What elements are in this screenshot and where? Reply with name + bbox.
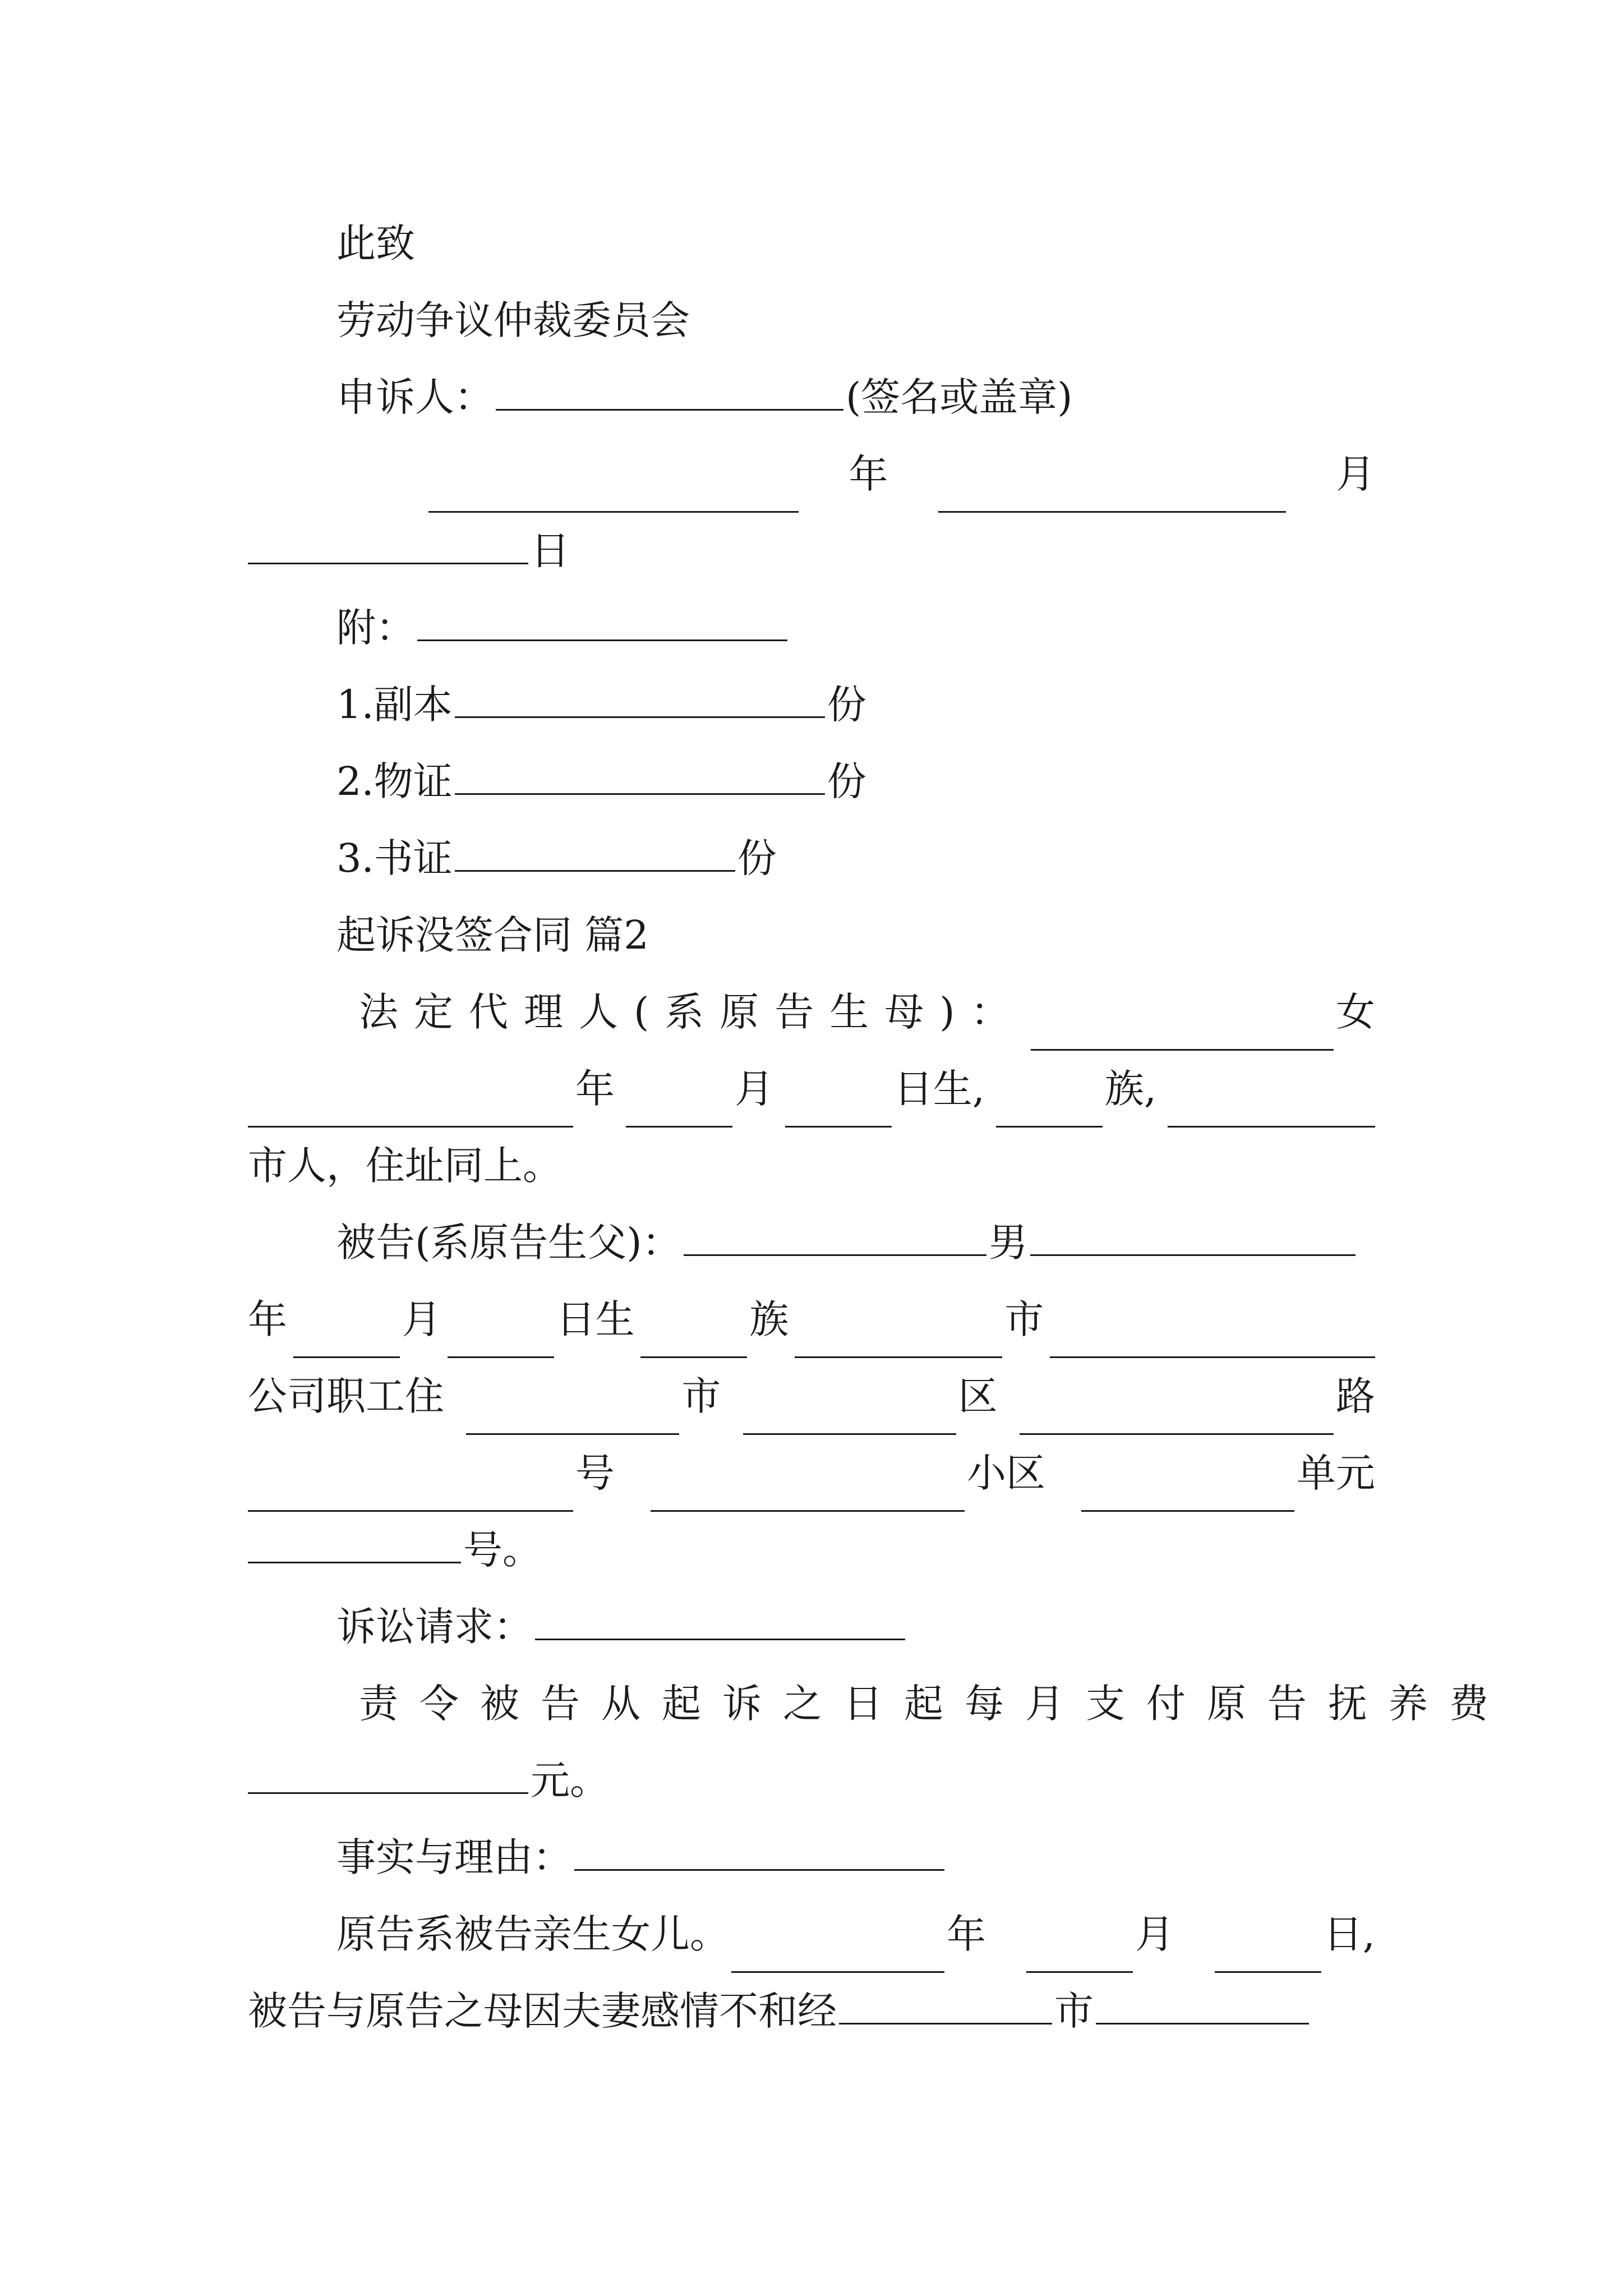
agent-label: 法定代理人(系原告生母)： [359,989,1026,1035]
claim-amount-line [248,1742,1375,1819]
date-day-blank [248,522,528,564]
def-road-blank [1020,1393,1334,1435]
defendant-line [336,1204,1375,1281]
claim-amount-blank [248,1752,528,1794]
attachment-item-label: 3.书证 [336,835,453,881]
signer-suffix: (签名或盖章) [846,374,1073,420]
signer-label: 申诉人： [336,374,494,420]
attachment-item-label: 1.副本 [336,682,453,728]
attachment-item-label: 2.物证 [336,758,453,804]
def-room: 号。 [463,1527,542,1573]
facts-line-2 [248,1973,1375,2050]
def-community-blank [651,1470,965,1512]
attachment-item [336,666,1375,743]
def-year: 年 [248,1296,287,1342]
agent-birth-line [248,1051,1375,1128]
agent-year-blank [248,1085,573,1128]
agent-day: 日生, [893,1066,985,1112]
defendant-gender: 男 [988,1220,1028,1266]
defendant-room-line [248,1512,1375,1589]
attachments-line [336,590,1375,666]
recipient: 劳动争议仲裁委员会 [336,297,690,343]
agent-city: 市人，住址同上。 [248,1143,562,1189]
defendant-address-line [248,1358,1375,1435]
def-district-blank [743,1393,956,1435]
defendant-address-line-2 [248,1435,1375,1512]
facts-line-1 [336,1896,1375,1973]
date-month-blank [938,471,1286,513]
facts-court-blank [1096,1982,1309,2024]
def-day: 日生 [556,1296,635,1342]
signer-blank [496,369,843,411]
def-city2: 市 [681,1373,721,1419]
facts-year-blank [731,1931,944,1973]
claim-text-line [359,1665,1510,1742]
attachment-item-blank [455,676,825,718]
claims-line [336,1589,1375,1665]
date-day: 日 [531,528,570,574]
defendant-birth-line [248,1281,1375,1358]
facts-city: 市 [1054,1988,1094,2034]
facts-year: 年 [947,1911,986,1957]
facts-blank [574,1829,944,1871]
attachment-item-blank [455,830,735,872]
attachments-blank [417,599,787,641]
date-year: 年 [849,451,888,497]
attachment-item [336,820,1375,897]
agent-line [359,974,1375,1051]
facts-day: 日, [1323,1911,1375,1957]
signer-line [336,359,1375,436]
section-heading-line [336,897,1375,974]
def-company: 公司职工住 [248,1373,444,1419]
claims-blank [535,1598,905,1640]
attachment-item-blank [455,753,825,795]
date-month: 月 [1335,451,1375,497]
section-heading: 起诉没签合同 篇2 [336,912,649,958]
defendant-label: 被告(系原告生父)： [336,1220,681,1266]
facts-text-2: 被告与原告之母因夫妻感情不和经 [248,1988,837,2034]
facts-label: 事实与理由： [336,1834,572,1880]
agent-gender: 女 [1336,989,1375,1035]
agent-ethnic-blank [996,1085,1103,1128]
claims-label: 诉讼请求： [336,1604,533,1650]
def-month: 月 [402,1296,441,1342]
claim-text: 责令被告从起诉之日起每月支付原告抚养费 [359,1681,1510,1727]
agent-ethnic: 族, [1104,1066,1157,1112]
attachment-item-unit: 份 [827,682,866,728]
date-day-line [248,513,1375,590]
agent-year: 年 [575,1066,615,1112]
salutation: 此致 [336,220,415,266]
def-city2-blank [466,1393,679,1435]
attachment-item-unit: 份 [827,758,866,804]
agent-city-blank [1168,1085,1375,1128]
def-company-blank [1050,1316,1375,1358]
def-district: 区 [958,1373,998,1419]
def-ethnic: 族 [749,1296,789,1342]
def-day-blank [448,1316,554,1358]
facts-month-blank [1026,1931,1133,1973]
def-number-blank [248,1470,573,1512]
defendant-extra-blank [1030,1214,1355,1256]
def-number: 号 [575,1450,615,1496]
claim-unit: 元。 [531,1757,609,1803]
agent-name-blank [1031,1009,1334,1051]
agent-month: 月 [734,1066,774,1112]
attachments-label: 附： [336,605,415,651]
agent-city-line [248,1128,1375,1204]
def-ethnic-blank [640,1316,747,1358]
facts-city-blank [839,1982,1052,2024]
def-community: 小区 [967,1450,1045,1496]
attachment-item [336,743,1375,820]
def-unit-blank [1081,1470,1294,1512]
def-month-blank [293,1316,400,1358]
def-city-blank [795,1316,1002,1358]
agent-day-blank [785,1085,892,1128]
date-year-blank [428,471,799,513]
def-road: 路 [1335,1373,1375,1419]
attachment-item-unit: 份 [737,835,777,881]
salutation-line [336,205,1375,282]
agent-month-blank [626,1085,732,1128]
facts-label-line [336,1819,1375,1896]
def-city: 市 [1004,1296,1044,1342]
facts-day-blank [1215,1931,1321,1973]
recipient-line [336,282,1375,359]
defendant-name-blank [684,1214,986,1256]
def-room-blank [248,1521,461,1563]
date-line [426,436,1375,513]
facts-text: 原告系被告亲生女儿。 [336,1911,729,1957]
def-unit: 单元 [1297,1450,1375,1496]
facts-month: 月 [1135,1911,1174,1957]
